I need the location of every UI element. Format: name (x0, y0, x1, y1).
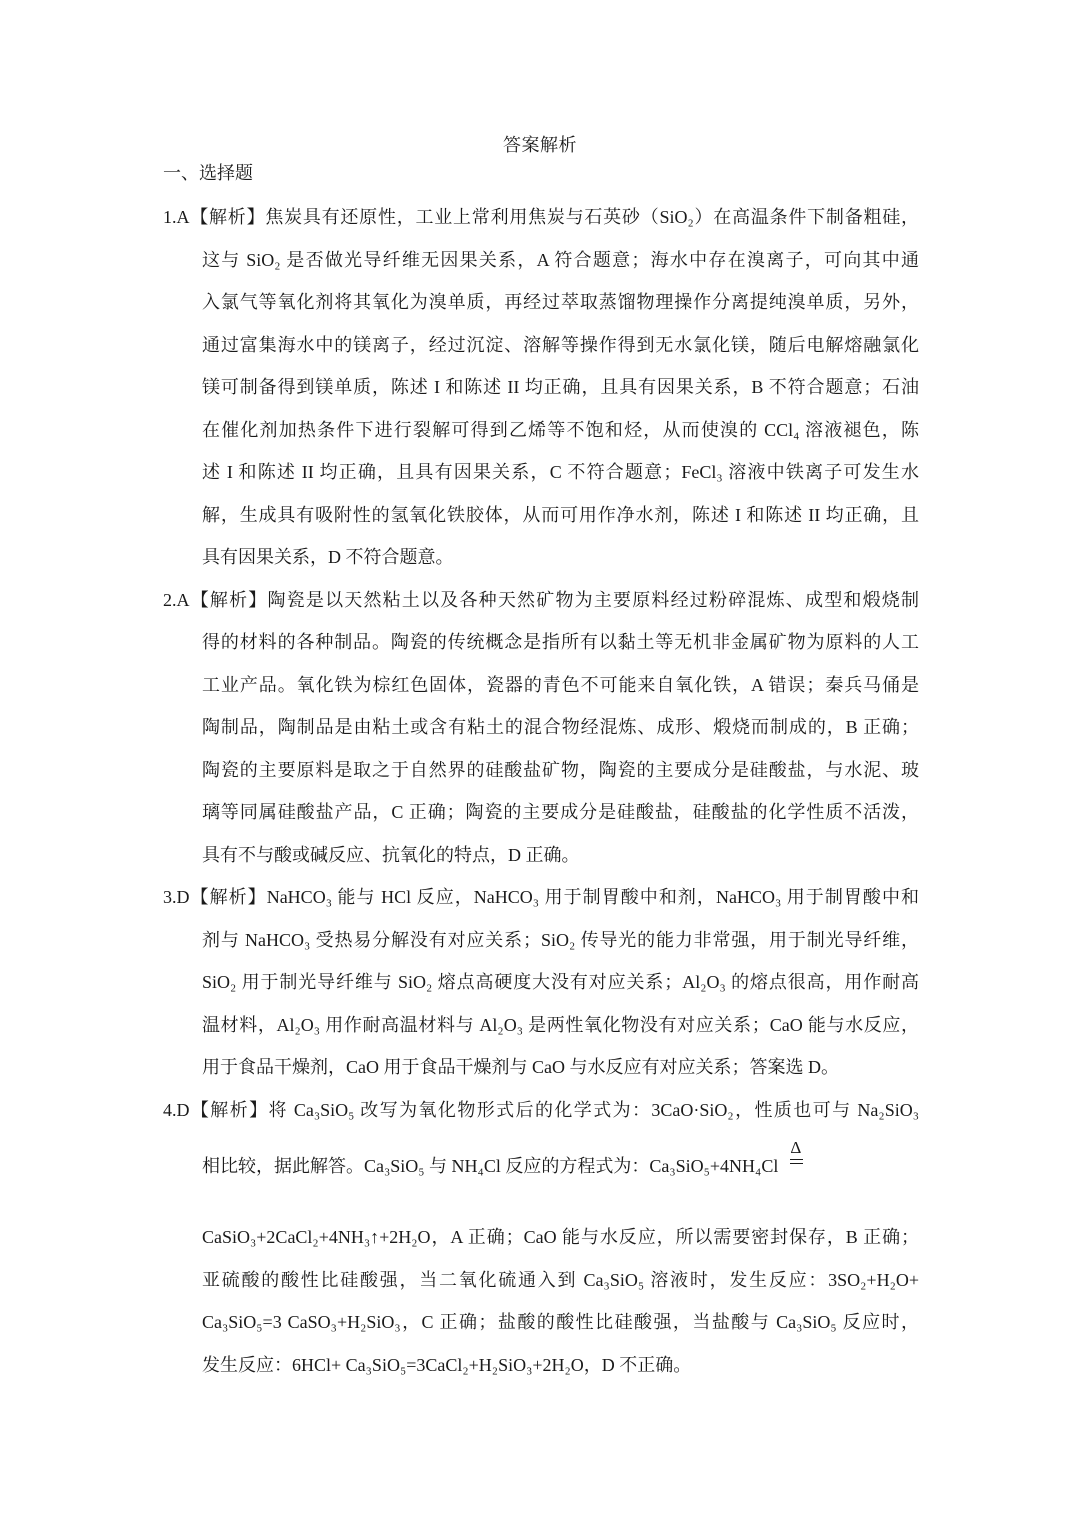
answer-list (163, 196, 919, 1386)
delta-symbol: Δ (790, 1138, 802, 1157)
answer-line: 剂与 NaHCO₃ 受热易分解没有对应关系；SiO₂ 传导光的能力非常强，用于制光导纤维， (202, 929, 919, 950)
answer-line: 具有不与酸或碱反应、抗氧化的特点，D 正确。 (202, 844, 580, 865)
answer-line: 入氯气等氧化剂将其氧化为溴单质，再经过萃取蒸馏物理操作分离提纯溴单质，另外， (202, 292, 919, 312)
answer-item-4 (163, 1089, 919, 1387)
answer-line-with-equation (202, 1131, 919, 1216)
answer-line: 3.D【解析】NaHCO₃ 能与 HCl 反应，NaHCO₃ 用于制胃酸中和剂，NaHCO₃ 用于制胃酸中和 (163, 887, 919, 907)
answer-line: SiO₂ 用于制光导纤维与 SiO₂ 熔点高硬度大没有对应关系；Al₂O₃ 的熔点很高，用作耐高 (202, 972, 919, 992)
answer-line: 工业产品。氧化铁为棕红色固体，瓷器的青色不可能来自氧化铁，A 错误；秦兵马俑是 (202, 674, 919, 695)
answer-line: 陶瓷的主要原料是取之于自然界的硅酸盐矿物，陶瓷的主要成分是硅酸盐，与水泥、玻 (202, 759, 919, 780)
answer-line: 得的材料的各种制品。陶瓷的传统概念是指所有以黏土等无机非金属矿物为原料的人工 (202, 632, 919, 652)
answer-line: 2.A【解析】陶瓷是以天然粘土以及各种天然矿物为主要原料经过粉碎混炼、成型和煅烧制 (163, 589, 919, 610)
answer-line: 4.D【解析】将 Ca₃SiO₅ 改写为氧化物形式后的化学式为：3CaO·SiO₂，性质也可与 Na₂SiO₃ (163, 1099, 919, 1120)
answer-line: 亚硫酸的酸性比硅酸强，当二氧化硫通入到 Ca₃SiO₅ 溶液时，发生反应：3SO₂+H₂O+ (202, 1269, 919, 1290)
answer-line: 通过富集海水中的镁离子，经过沉淀、溶解等操作得到无水氯化镁，随后电解熔融氯化 (202, 334, 919, 355)
answer-line: 发生反应：6HCl+ Ca₃SiO₅=3CaCl₂+H₂SiO₃+2H₂O，D 不正确。 (202, 1354, 692, 1375)
answer-item-3 (163, 876, 919, 1089)
answer-line: 具有因果关系，D 不符合题意。 (202, 547, 454, 567)
answer-line: 温材料，Al₂O₃ 用作耐高温材料与 Al₂O₃ 是两性氧化物没有对应关系；CaO 能与水反应， (202, 1014, 919, 1035)
answer-line: 相比较，据此解答。Ca₃SiO₅ 与 NH₄Cl 反应的方程式为：Ca₃SiO₅+4NH₄Cl (202, 1156, 779, 1176)
answer-line: 璃等同属硅酸盐产品，C 正确；陶瓷的主要成分是硅酸盐，硅酸盐的化学性质不活泼， (202, 802, 919, 822)
answer-line: Ca₃SiO₅=3 CaSO₃+H₂SiO₃，C 正确；盐酸的酸性比硅酸强，当盐酸与 Ca₃SiO₅ 反应时， (202, 1312, 919, 1332)
heating-condition-icon (788, 1138, 806, 1187)
answer-line: 解，生成具有吸附性的氢氧化铁胶体，从而可用作净水剂，陈述 I 和陈述 II 均正确，且 (202, 504, 919, 525)
answer-line: 1.A【解析】焦炭具有还原性，工业上常利用焦炭与石英砂（SiO₂）在高温条件下制备粗硅， (163, 207, 919, 227)
answer-line: 陶制品，陶制品是由粘土或含有粘土的混合物经混炼、成形、煅烧而制成的，B 正确； (202, 717, 919, 737)
double-line-equals (790, 1159, 803, 1164)
answer-line: 述 I 和陈述 II 均正确，且具有因果关系，C 不符合题意；FeCl₃ 溶液中铁离子可发生水 (202, 462, 919, 482)
answer-line: 这与 SiO₂ 是否做光导纤维无因果关系，A 符合题意；海水中存在溴离子，可向其中通 (202, 249, 919, 270)
answer-item-1 (163, 196, 919, 579)
answer-line: CaSiO₃+2CaCl₂+4NH₃↑+2H₂O，A 正确；CaO 能与水反应，所以需要密封保存，B 正确； (202, 1227, 919, 1247)
answer-line: 在催化剂加热条件下进行裂解可得到乙烯等不饱和烃，从而使溴的 CCl₄ 溶液褪色，陈 (202, 419, 919, 440)
answer-line: 镁可制备得到镁单质，陈述 I 和陈述 II 均正确，且具有因果关系，B 不符合题意；石油 (202, 377, 919, 397)
answer-line: 用于食品干燥剂，CaO 用于食品干燥剂与 CaO 与水反应有对应关系；答案选 D。 (202, 1057, 839, 1077)
answer-item-2 (163, 579, 919, 877)
page-title: 答案解析 (503, 135, 577, 155)
section-heading: 一、选择题 (163, 163, 253, 183)
